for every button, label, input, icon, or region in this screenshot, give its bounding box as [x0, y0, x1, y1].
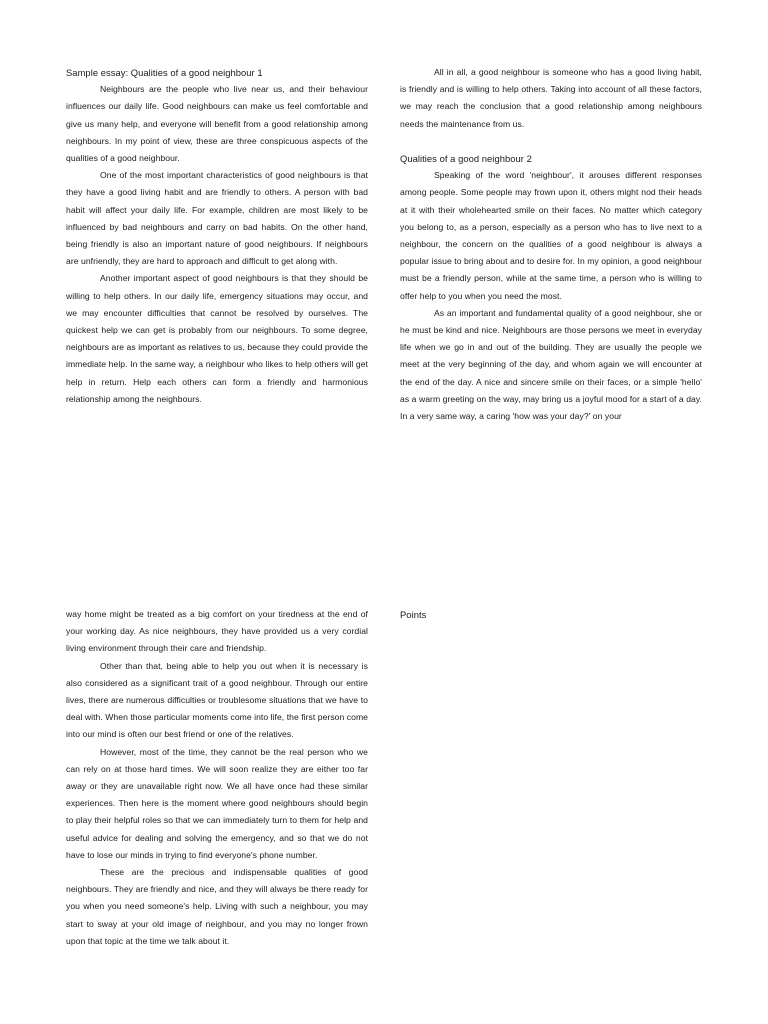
paragraph: One of the most important characteristics of good neighbours is that they have a good living habit and are friendly to others. A person with bad habit will affect your daily life. For example, children are most likely to be influenced by bad neighbours and carry on bad habits. On the other hand, being friendly is also an important nature of good neighbours. If neighbours are unfriendly, they are hard to approach and difficult to get along with. — [66, 170, 368, 267]
essay-column-bottom-left — [66, 606, 368, 950]
paragraph: Another important aspect of good neighbours is that they should be willing to help others. In our daily life, emergency situations may occur, and we may encounter difficulties that cannot be resolved by ourselves. The quickest help we can get is probably from our neighbours. To some degree, neighbours are as important as relatives to us, because they could provide the immediate help. In the same way, a neighbour who likes to help others will get help in return. Help each others can form a friendly and harmonious relationship among the neighbours. — [66, 273, 368, 404]
paragraph: As an important and fundamental quality of a good neighbour, she or he must be kind and nice. Neighbours are those persons we meet in everyday life when we go in and out of the building. They are usually the people we meet at the very beginning of the day, and whom again we will encounter at the end of the day. A nice and sincere smile on their faces, or a simple 'hello' as a warm greeting on the way, may bring us a joyful mood for a start of a day. In a very same way, a caring 'how was your day?' on your — [400, 307, 702, 422]
paragraph: Other than that, being able to help you out when it is necessary is also considered as a significant trait of a good neighbour. Through our entire lives, there are numerous difficulties or troublesome situations that we have to deal with. When those particular moments come into life, the first person come into our mind is often our best friend or one of the relatives. — [66, 660, 368, 740]
paragraph: These are the precious and indispensable qualities of good neighbours. They are friendly and nice, and they will always be there ready for you when you need someone's help. Living with such a neighbour, you may start to sway at your old image of neighbour, and you may no longer frown upon that topic at the time we talk about it. — [66, 867, 368, 946]
essay-column-top-left — [66, 64, 368, 408]
essay-column-top-right — [400, 64, 702, 425]
points-heading: Points — [400, 609, 427, 620]
paragraph-continued: way home might be treated as a big comfort on your tiredness at the end of your working day. As nice neighbours, they have provided us a very cordial living environment through their care and friendship. — [66, 609, 368, 654]
essay-column-bottom-right — [400, 606, 702, 623]
spacer — [400, 133, 702, 150]
essay-title-2: Qualities of a good neighbour 2 — [400, 153, 532, 164]
paragraph: Neighbours are the people who live near us, and their behaviour influences our daily life. Good neighbours can make us feel comfortable and give us many help, and everyone will benefit from a good relationship among neighbours. In my point of view, these are three conspicuous aspects of the qualities of a good neighbour. — [66, 84, 368, 164]
paragraph: However, most of the time, they cannot be the real person who we can rely on at those hard times. We will soon realize they are either too far away or they are unavailable right now. We all have once had these similar experiences. Then here is the moment where good neighbours should begin to play their helpful roles so that we can immediately turn to them for help and useful advice for dealing and solving the emergency, and so that we do not have to lose our minds in trying to find everyone's phone number. — [66, 746, 368, 860]
paragraph: Speaking of the word 'neighbour', it arouses different responses among people. Some people may frown upon it, others might nod their heads at it with their wholehearted smile on their faces. No matter which category you belong to, as a person, especially as a person who has to live next to a neighbour, the concern on the qualities of a good neighbour is always a popular issue to bring about and to desire for. In my opinion, a good neighbour must be a friendly person, while at the same time, a person who is willing to offer help to you when you need the most. — [400, 170, 702, 301]
paragraph: All in all, a good neighbour is someone who has a good living habit, is friendly and is willing to help others. Taking into account of all these factors, we may reach the conclusion that a good relationship among neighbours needs the maintenance from us. — [400, 67, 702, 129]
essay-title-1: Sample essay: Qualities of a good neighbour 1 — [66, 67, 263, 78]
